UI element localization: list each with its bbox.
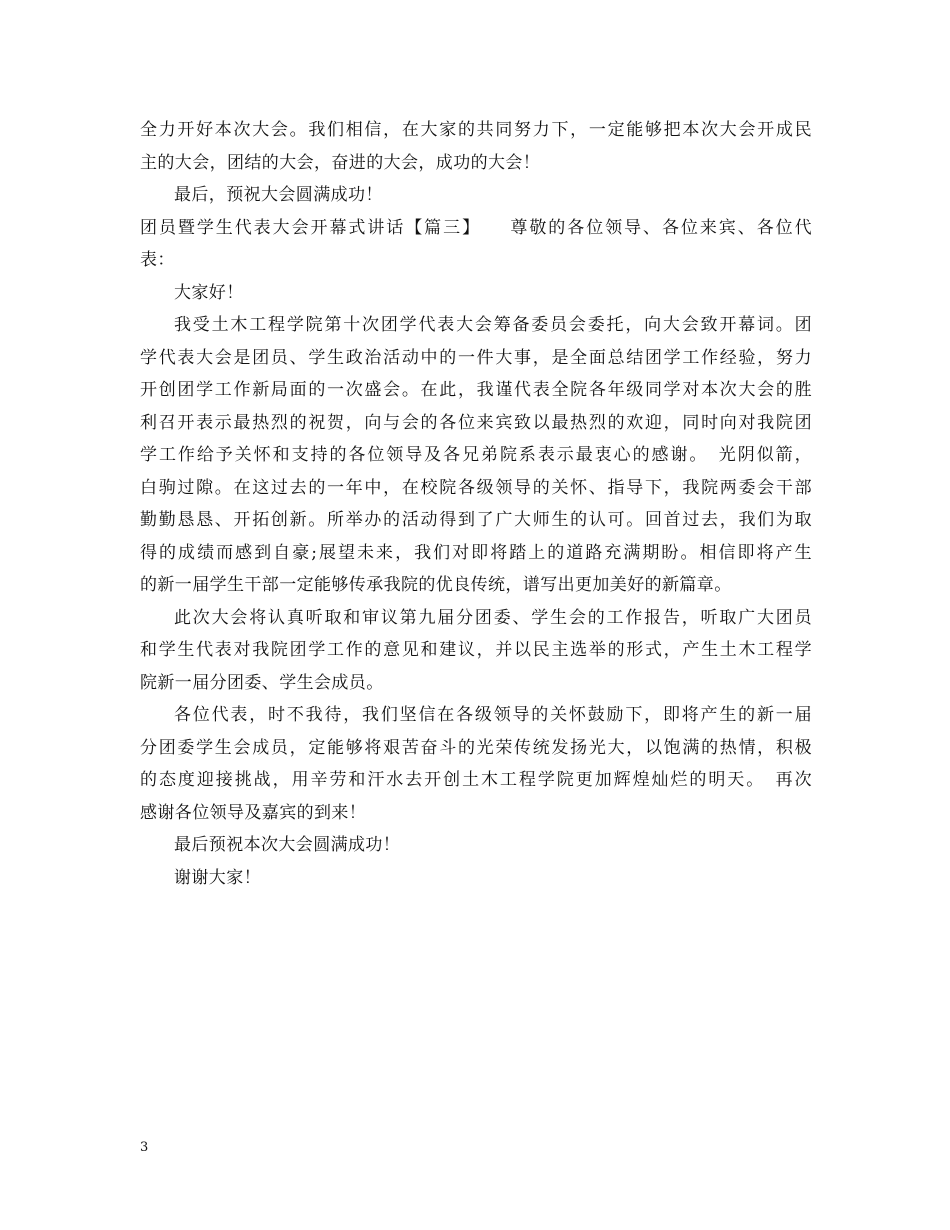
text-line: 全力开好本次大会。我们相信，在大家的共同努力下，一定能够把本次大会开成民 (140, 120, 812, 140)
text-line: 各位代表，时不我待，我们坚信在各级领导的关怀鼓励下，即将产生的新一届 (174, 705, 812, 725)
text-line: 团员暨学生代表大会开幕式讲话【篇三】 尊敬的各位领导、各位来宾、各位代 (140, 217, 812, 238)
text-line: 学代表大会是团员、学生政治活动中的一件大事，是全面总结团学工作经验，努力 (140, 347, 812, 368)
text-line: 的新一届学生干部一定能够传承我院的优良传统，谱写出更加美好的新篇章。 (140, 575, 732, 595)
text-line: 利召开表示最热烈的祝贺，向与会的各位来宾致以最热烈的欢迎，同时向对我院团 (140, 412, 812, 433)
text-line: 我受土木工程学院第十次团学代表大会筹备委员会委托，向大会致开幕词。团 (174, 315, 812, 335)
text-line: 最后预祝本次大会圆满成功！ (174, 835, 401, 855)
page-number: 3 (140, 1140, 149, 1155)
text-line: 谢谢大家！ (174, 867, 261, 888)
text-line: 勤勤恳恳、开拓创新。所举办的活动得到了广大师生的认可。回首过去，我们为取 (140, 510, 812, 530)
text-line: 院新一届分团委、学生会成员。 (140, 672, 384, 693)
text-line: 感谢各位领导及嘉宾的到来！ (140, 802, 367, 823)
text-line: 最后，预祝大会圆满成功！ (174, 185, 383, 205)
text-line: 白驹过隙。在这过去的一年中，在校院各级领导的关怀、指导下，我院两委会干部 (140, 477, 812, 498)
text-line: 主的大会，团结的大会，奋进的大会，成功的大会！ (140, 152, 541, 173)
text-line: 得的成绩而感到自豪;展望未来，我们对即将踏上的道路充满期盼。相信即将产生 (140, 542, 812, 563)
text-line: 此次大会将认真听取和审议第九届分团委、学生会的工作报告，听取广大团员 (174, 607, 812, 628)
text-line: 大家好！ (174, 282, 244, 303)
text-line: 表： (140, 250, 175, 270)
text-line: 学工作给予关怀和支持的各位领导及各兄弟院系表示最衷心的感谢。 光阴似箭， (140, 445, 812, 465)
text-line: 的态度迎接挑战，用辛劳和汗水去开创土木工程学院更加辉煌灿烂的明天。 再次 (140, 770, 812, 790)
text-line: 分团委学生会成员，定能够将艰苦奋斗的光荣传统发扬光大，以饱满的热情，积极 (140, 737, 812, 758)
text-line: 开创团学工作新局面的一次盛会。在此，我谨代表全院各年级同学对本次大会的胜 (140, 380, 812, 400)
document-body (140, 114, 812, 894)
text-line: 和学生代表对我院团学工作的意见和建议，并以民主选举的形式，产生土木工程学 (140, 640, 812, 660)
